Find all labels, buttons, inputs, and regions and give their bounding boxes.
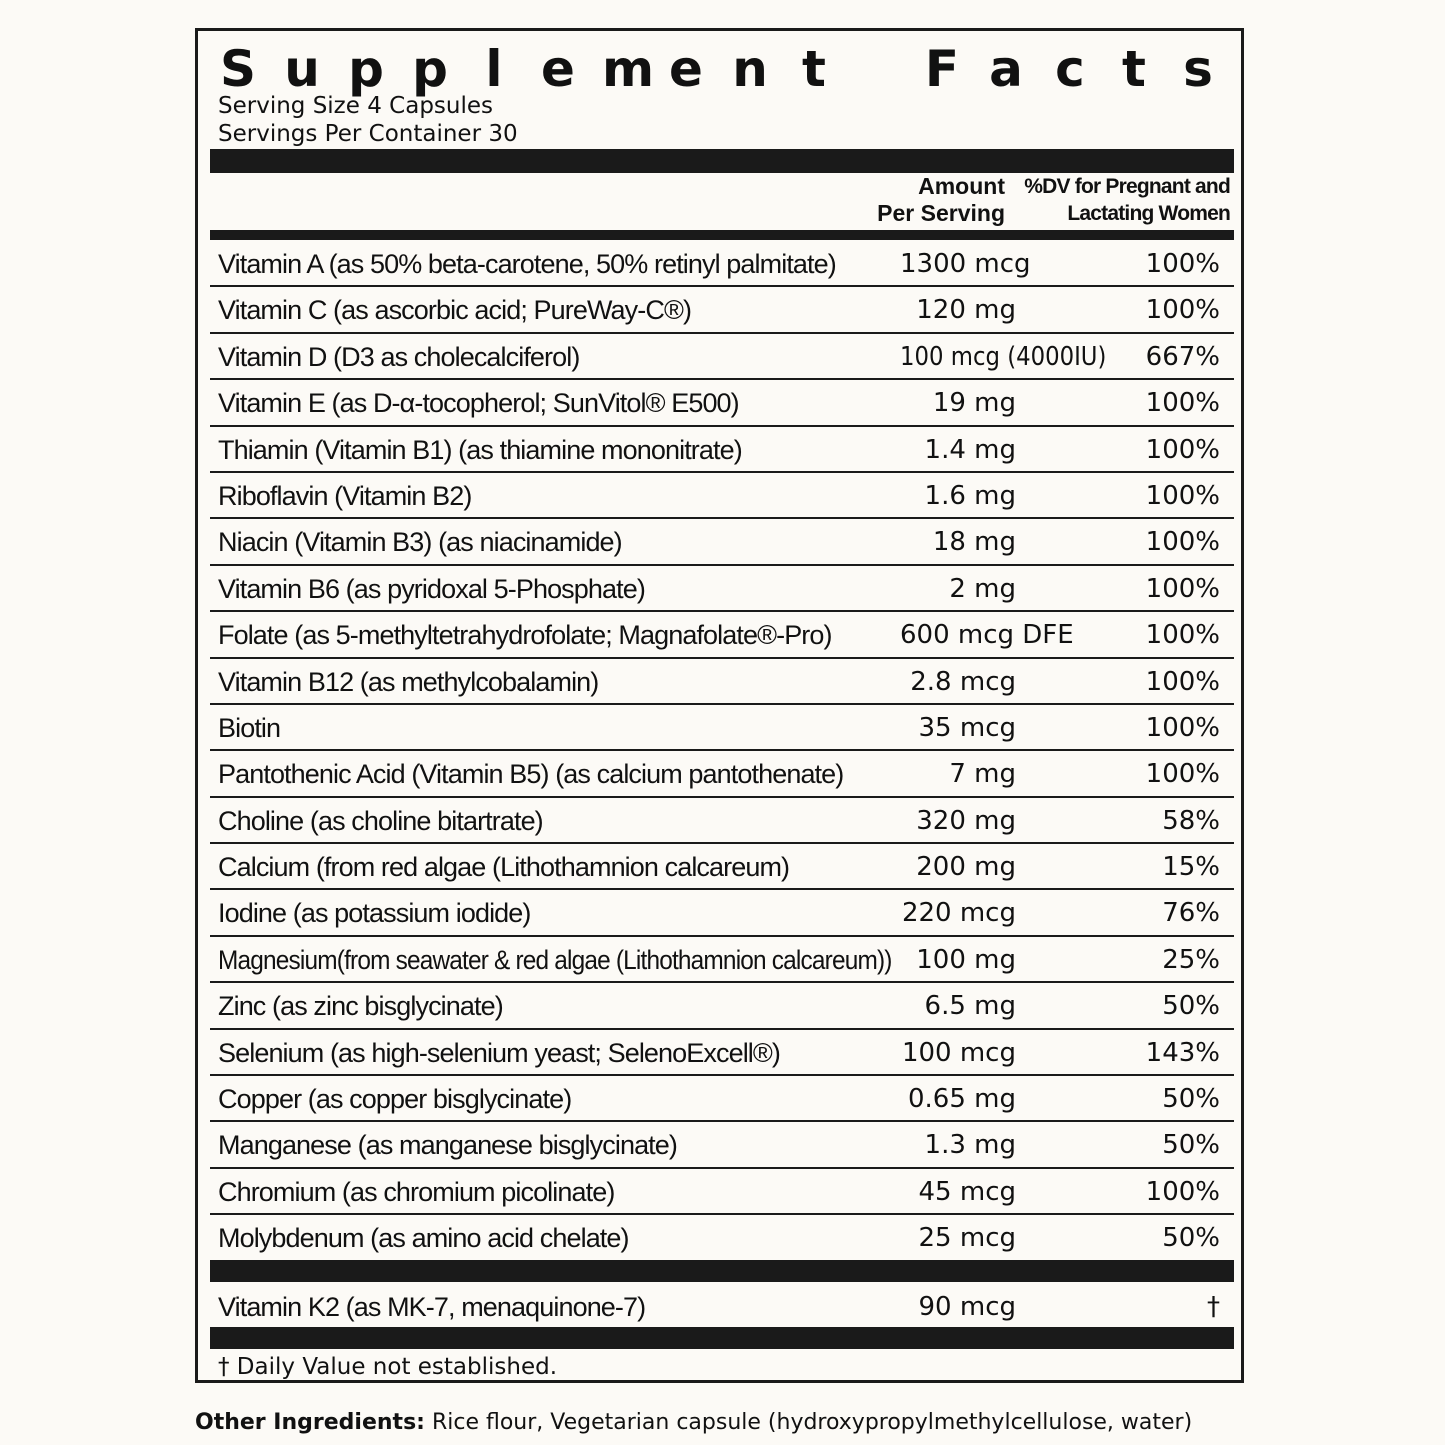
nutrient-name: Vitamin B12 (as methylcobalamin) — [218, 666, 599, 697]
title-letter: l — [485, 40, 503, 98]
nutrient-dv: 50% — [1162, 1130, 1220, 1161]
table-row — [210, 380, 1234, 426]
nutrient-dv: 100% — [1145, 712, 1220, 743]
title-letter: p — [348, 40, 384, 98]
footnote: † Daily Value not established. — [218, 1354, 558, 1380]
title-letter: a — [989, 40, 1023, 98]
table-row — [210, 1284, 1234, 1330]
title-letter: t — [802, 40, 826, 98]
table-row — [210, 427, 1234, 473]
nutrient-name: Vitamin A (as 50% beta-carotene, 50% retinyl palmitate) — [218, 249, 836, 279]
nutrient-dv: 50% — [1162, 1084, 1220, 1115]
table-row — [210, 334, 1234, 380]
nutrient-amount: 2 mg — [949, 573, 1016, 604]
nutrient-amount: 100 mg — [916, 944, 1016, 975]
table-row — [210, 287, 1234, 333]
title-letter: S — [219, 40, 256, 98]
nutrient-amount: 200 mg — [916, 852, 1016, 883]
nutrient-dv: 100% — [1145, 480, 1220, 511]
nutrient-dv: 100% — [1145, 666, 1220, 697]
nutrient-dv: 100% — [1145, 1176, 1220, 1207]
title-letter: e — [669, 40, 703, 98]
nutrient-name: Calcium (from red algae (Lithothamnion calcareum) — [218, 852, 790, 883]
nutrient-amount: 100 mcg (4000IU) — [900, 341, 1107, 372]
nutrient-amount: 25 mcg — [918, 1223, 1016, 1254]
panel-title — [218, 39, 1218, 99]
other-ingredients-text: Rice flour, Vegetarian capsule (hydroxypropylmethylcellulose, water) — [424, 1410, 1193, 1435]
nutrient-dv: 100% — [1145, 573, 1220, 604]
nutrient-name: Vitamin K2 (as MK-7, menaquinone-7) — [218, 1292, 646, 1322]
nutrient-name: Vitamin C (as ascorbic acid; PureWay-C®) — [218, 295, 692, 326]
nutrient-name: Chromium (as chromium picolinate) — [218, 1176, 615, 1207]
nutrient-dv: 100% — [1145, 388, 1220, 419]
nutrient-name: Folate (as 5-methyltetrahydrofolate; Magnafolate®-Pro) — [218, 620, 832, 651]
nutrient-name: Thiamin (Vitamin B1) (as thiamine mononitrate) — [218, 434, 742, 465]
table-row — [210, 751, 1234, 797]
title-letter: m — [602, 40, 655, 98]
nutrient-amount: 35 mcg — [918, 712, 1016, 743]
nutrient-dv: 143% — [1145, 1037, 1220, 1068]
nutrient-amount: 120 mg — [916, 295, 1016, 326]
table-row — [210, 983, 1234, 1029]
nutrient-dv: 100% — [1145, 434, 1220, 465]
title-letter: s — [1183, 40, 1213, 98]
nutrient-amount: 1300 mcg — [900, 249, 1031, 279]
nutrient-name: Selenium (as high-selenium yeast; SelenoExcell®) — [218, 1037, 780, 1068]
nutrient-amount: 0.65 mg — [908, 1084, 1016, 1115]
other-ingredients-label: Other Ingredients: — [195, 1410, 425, 1435]
nutrient-amount: 6.5 mg — [924, 991, 1016, 1022]
table-row — [210, 844, 1234, 890]
title-letter: F — [924, 40, 960, 98]
nutrient-name: Vitamin D (D3 as cholecalciferol) — [218, 341, 580, 372]
nutrient-amount: 7 mg — [949, 759, 1016, 790]
nutrient-name: Magnesium(from seawater & red algae (Lithothamnion calcareum)) — [218, 944, 892, 975]
thick-divider-top — [210, 149, 1234, 173]
amount-header-line1: Amount — [918, 173, 1005, 199]
nutrient-name: Vitamin E (as D-α-tocopherol; SunVitol® E500) — [218, 388, 739, 419]
nutrient-amount: 19 mg — [932, 388, 1016, 419]
table-row — [210, 1215, 1234, 1259]
table-row — [210, 473, 1234, 519]
nutrient-amount: 1.6 mg — [924, 480, 1016, 511]
title-letter: u — [284, 40, 320, 98]
nutrient-name: Biotin — [218, 712, 281, 743]
nutrient-amount: 90 mcg — [918, 1292, 1016, 1322]
nutrient-amount: 2.8 mcg — [910, 666, 1016, 697]
table-row — [210, 659, 1234, 705]
title-letter: n — [732, 40, 768, 98]
nutrient-amount: 600 mcg DFE — [900, 620, 1074, 651]
nutrient-dv: 100% — [1145, 295, 1220, 326]
nutrient-name: Manganese (as manganese bisglycinate) — [218, 1130, 677, 1161]
supplement-facts-panel — [195, 28, 1244, 1383]
dv-header-line2: Lactating Women — [1067, 202, 1230, 225]
nutrient-dv: 100% — [1145, 527, 1220, 558]
nutrient-amount: 45 mcg — [918, 1176, 1016, 1207]
table-row — [210, 705, 1234, 751]
nutrient-name: Pantothenic Acid (Vitamin B5) (as calcium pantothenate) — [218, 759, 844, 790]
thick-divider-bottom — [210, 1327, 1234, 1349]
nutrient-name: Riboflavin (Vitamin B2) — [218, 480, 472, 511]
table-row — [210, 241, 1234, 287]
table-row — [210, 1030, 1234, 1076]
dv-header-line1: %DV for Pregnant and — [1024, 175, 1230, 198]
nutrient-amount: 1.3 mg — [924, 1130, 1016, 1161]
table-row — [210, 1122, 1234, 1168]
nutrient-dv: † — [1207, 1292, 1220, 1322]
nutrient-dv: 100% — [1145, 249, 1220, 279]
nutrient-dv: 76% — [1162, 898, 1220, 929]
daily-value-header — [1018, 173, 1230, 227]
nutrient-amount: 1.4 mg — [924, 434, 1016, 465]
nutrient-dv: 15% — [1162, 852, 1220, 883]
nutrient-amount: 18 mg — [932, 527, 1016, 558]
nutrient-dv: 50% — [1162, 1223, 1220, 1254]
nutrient-amount: 100 mcg — [901, 1037, 1016, 1068]
table-row — [210, 519, 1234, 565]
nutrient-dv: 50% — [1162, 991, 1220, 1022]
serving-size: Serving Size 4 Capsules — [218, 93, 494, 119]
nutrient-dv: 667% — [1145, 341, 1220, 372]
nutrient-name: Zinc (as zinc bisglycinate) — [218, 991, 503, 1022]
nutrient-name: Choline (as choline bitartrate) — [218, 805, 543, 836]
table-row — [210, 566, 1234, 612]
nutrient-name: Copper (as copper bisglycinate) — [218, 1084, 572, 1115]
nutrient-name: Niacin (Vitamin B3) (as niacinamide) — [218, 527, 622, 558]
nutrient-dv: 58% — [1162, 805, 1220, 836]
nutrient-dv: 25% — [1162, 944, 1220, 975]
title-letter — [858, 39, 898, 99]
servings-per-container: Servings Per Container 30 — [218, 121, 518, 147]
table-row — [210, 1076, 1234, 1122]
nutrient-name: Molybdenum (as amino acid chelate) — [218, 1223, 629, 1254]
title-letter: p — [412, 40, 448, 98]
table-row — [210, 937, 1234, 983]
table-row — [210, 890, 1234, 936]
table-row — [210, 1169, 1234, 1215]
nutrient-name: Iodine (as potassium iodide) — [218, 898, 531, 929]
nutrient-dv: 100% — [1145, 620, 1220, 651]
nutrient-dv: 100% — [1145, 759, 1220, 790]
title-letter: t — [1122, 40, 1146, 98]
title-letter: e — [541, 40, 575, 98]
amount-per-serving-header — [838, 173, 1005, 227]
nutrient-amount: 220 mcg — [901, 898, 1016, 929]
amount-header-line2: Per Serving — [877, 200, 1005, 226]
table-row — [210, 612, 1234, 658]
nutrient-table — [210, 241, 1234, 1260]
table-row — [210, 798, 1234, 844]
medium-divider — [210, 230, 1234, 240]
other-ingredients — [195, 1408, 1192, 1438]
thick-divider-middle — [210, 1260, 1234, 1282]
nutrient-name: Vitamin B6 (as pyridoxal 5-Phosphate) — [218, 573, 645, 604]
title-letter: c — [1055, 40, 1085, 98]
nutrient-amount: 320 mg — [916, 805, 1016, 836]
